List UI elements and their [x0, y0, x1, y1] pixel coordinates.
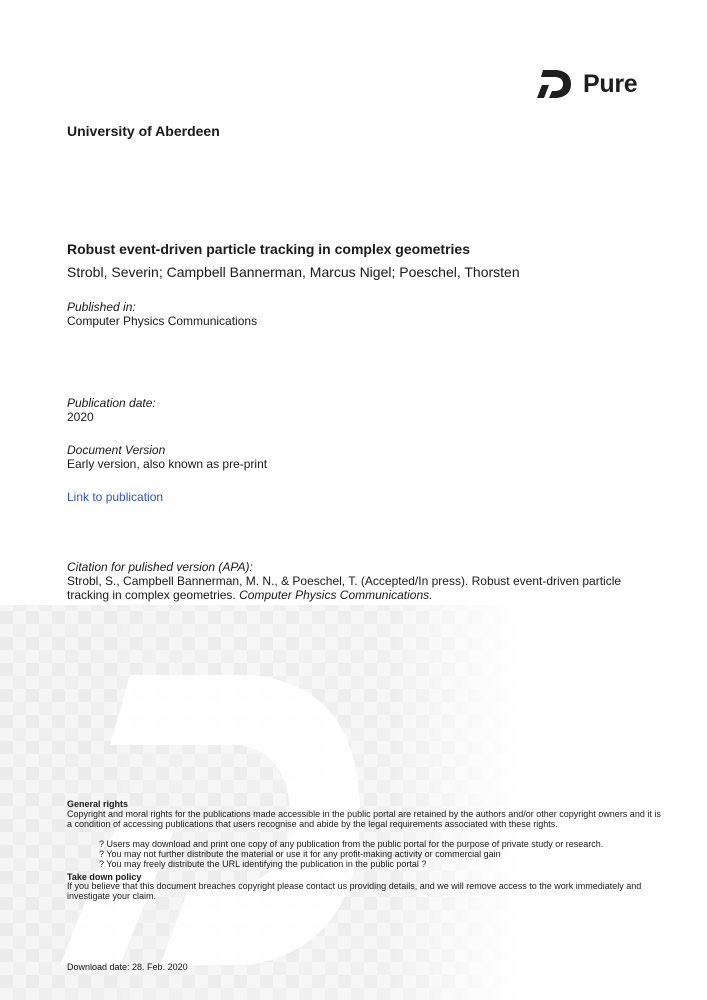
take-down-policy-title: Take down policy [67, 872, 142, 882]
pure-logo-wordmark: Pure [583, 70, 638, 98]
rights-bullet: ? You may freely distribute the URL identifying the publication in the public portal ? [99, 859, 427, 869]
rights-bullet-list [99, 839, 603, 869]
link-to-publication[interactable]: Link to publication [67, 490, 164, 504]
citation-line-2: tracking in complex geometries. [67, 588, 240, 602]
rights-bullet: ? You may not further distribute the material or use it for any profit-making activity or commercial gain [99, 849, 501, 859]
publication-title: Robust event-driven particle tracking in complex geometries [67, 241, 470, 257]
citation-label: Citation for pulished version (APA): [67, 560, 253, 574]
document-version-label: Document Version [67, 443, 166, 457]
published-in-label: Published in: [67, 300, 136, 314]
document-version-value: Early version, also known as pre-print [67, 457, 268, 471]
published-in-value: Computer Physics Communications [67, 314, 258, 328]
publication-date-value: 2020 [67, 410, 94, 424]
citation-section [67, 560, 621, 602]
published-in-section [67, 300, 257, 328]
take-down-policy-text: If you believe that this document breaches copyright please contact us providing details, and we will remove access to the work immediately and investigate your claim. [67, 881, 642, 901]
general-rights-text: Copyright and moral rights for the publications made accessible in the public portal are retained by the authors and/or other copyright owners and it is a condition of accessing publications that users recognise and abide by the legal requirements associated with these rights. [67, 809, 661, 829]
rights-bullet: ? Users may download and print one copy of any publication from the public portal for the purpose of private study or research. [99, 839, 604, 849]
publication-date-label: Publication date: [67, 396, 156, 410]
general-rights-title: General rights [67, 799, 129, 809]
authors: Strobl, Severin; Campbell Bannerman, Marcus Nigel; Poeschel, Thorsten [67, 264, 520, 280]
citation-line-1: Strobl, S., Campbell Bannerman, M. N., & Poeschel, T. (Accepted/In press). Robust event-driven particle [67, 574, 622, 588]
document-version-section [67, 443, 267, 471]
citation-journal: Computer Physics Communications. [239, 588, 433, 602]
publication-date-section [67, 396, 156, 424]
download-date: Download date: 28. Feb. 2020 [67, 962, 188, 972]
background-watermark-pattern [0, 585, 707, 1000]
institution-name: University of Aberdeen [67, 123, 220, 139]
pure-logo-icon [535, 66, 575, 102]
